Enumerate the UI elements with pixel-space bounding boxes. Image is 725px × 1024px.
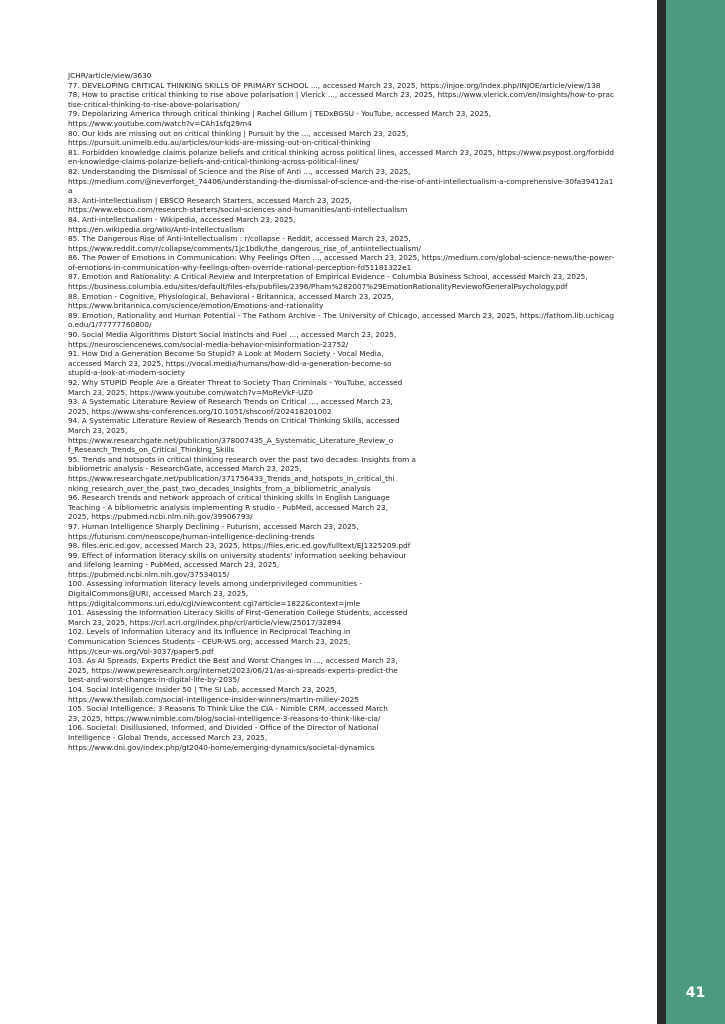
reference-item: 98. files.eric.ed.gov, accessed March 23, 2025, https://files.eric.ed.gov/fulltext/EJ1325209.pdf: [68, 541, 411, 551]
reference-item: 84. Anti-intellectualism - Wikipedia, accessed March 23, 2025, https://en.wikipedia.org/wiki/Anti-intellectualism: [68, 214, 296, 234]
reference-list: [68, 71, 614, 752]
reference-item: 93. A Systematic Literature Review of Research Trends on Critical ..., accessed March 23, 2025, https://www.shs-conferences.org/10.1051/shsconf/202418201002: [68, 397, 393, 416]
reference-item: 77. DEVELOPING CRITICAL THINKING SKILLS OF PRIMARY SCHOOL ..., accessed March 23, 2025, https://injoe.org/index.php/INJOE/article/view/138: [68, 80, 601, 90]
reference-item: 103. As AI Spreads, Experts Predict the Best and Worst Changes in ..., accessed March 23, 2025, https://www.pewresearch.org/internet/2023/06/21/as-ai-spreads-experts-predict-the best-and-worst-changes-in-digital-life-by-2035/: [68, 656, 398, 685]
reference-item: 90. Social Media Algorithms Distort Social Instincts and Fuel ..., accessed March 23, 2025, https://neurosciencenews.com/social-media-behavior-misinformation-23752/: [68, 330, 397, 349]
reference-item: 91. How Did a Generation Become So Stupid? A Look at Modern Society - Vocal Media, accessed March 23, 2025, https://vocal.media/humans/how-did-a-generation-become-so stupid-a-look-at-modern-society: [68, 349, 392, 378]
reference-item: 80. Our kids are missing out on critical thinking | Pursuit by the ..., accessed March 23, 2025, https://pursuit.unimelb.edu.au/articles/our-kids-are-missing-out-on-critical-thinking: [68, 128, 409, 148]
reference-item: 100. Assessing information literacy levels among underprivileged communities - DigitalCommons@URI, accessed March 23, 2025, https://digitalcommons.uri.edu/cgi/viewcontent.cgi?article=1822&context=jmle: [68, 579, 362, 608]
reference-item: JCHR/article/view/3630: [68, 71, 152, 80]
reference-item: 92. Why STUPID People Are a Greater Threat to Society Than Criminals - YouTube, accessed March 23, 2025, https://www.youtube.com/watch?v=MoReVkF-UZ0: [68, 378, 403, 397]
reference-item: 81. Forbidden knowledge claims polarize beliefs and critical thinking across political lines, accessed March 23, 2025, https://www.psypost.org/forbidden-knowledge-claims-polarize-beliefs-and-critical-thinking-across-political-lines/: [68, 147, 614, 167]
reference-item: 94. A Systematic Literature Review of Research Trends on Critical Thinking Skills, accessed March 23, 2025, https://www.researchgate.net/publication/378007435_A_Systematic_Literature_Review_o f_Research_Trends_on_Critical_Thinking_Skills: [68, 416, 400, 455]
reference-item: 88. Emotion - Cognitive, Physiological, Behavioral - Britannica, accessed March 23, 2025, https://www.britannica.com/science/emotion/Emotions-and-rationality: [68, 291, 394, 311]
side-band: [666, 0, 725, 1024]
reference-item: 101. Assessing the Information Literacy Skills of First-Generation College Students, accessed March 23, 2025, https://crl.acrl.org/index.php/crl/article/view/25017/32894: [68, 608, 408, 627]
reference-item: 85. The Dangerous Rise of Anti-Intellectualism : r/collapse - Reddit, accessed March 23, 2025, https://www.reddit.com/r/collapse/comments/1jc1bdk/the_dangerous_rise_of_antiintellectualism/: [68, 234, 422, 253]
reference-item: 96. Research trends and network approach of critical thinking skills in English Language Teaching - A bibliometric analysis implementing R studio - PubMed, accessed March 23, 2025, https://pubmed.ncbi.nlm.nih.gov/39906793/: [68, 493, 390, 522]
reference-item: 86. The Power of Emotions in Communication: Why Feelings Often ..., accessed March 23, 2025, https://medium.com/global-science-news/the-power-of-emotions-in-communication-why-feelings-often-override-rational-perception-fd51181322e1: [68, 253, 614, 272]
reference-item: 99. Effect of information literacy skills on university students' information seeking behaviour and lifelong learning - PubMed, accessed March 23, 2025, https://pubmed.ncbi.nlm.nih.gov/37534015/: [68, 550, 407, 579]
reference-item: 104. Social Intelligence Insider 50 | The SI Lab, accessed March 23, 2025, https://www.thesilab.com/social-intelligence-insider-winners/martin-miliev-2025: [68, 685, 359, 704]
side-band-dark-stripe: [657, 0, 666, 1024]
reference-item: 82. Understanding the Dismissal of Science and the Rise of Anti ..., accessed March 23, 2025, https://medium.com/@neverforget_74406/understanding-the-dismissal-of-science-and-the-rise-of-anti-intellectualism-a-comprehensive-30fa39412a1a: [68, 166, 614, 196]
reference-item: 95. Trends and hotspots in critical thinking research over the past two decades: Insights from a bibliometric analysis - ResearchGate, accessed March 23, 2025, https://www.researchgate.net/publication/371756433_Trends_and_hotspots_in_critical_thi nking_research_over_the_past_two_decades_Insights_from_a_bibliometric_analysis: [68, 454, 416, 493]
reference-item: 79. Depolarizing America through critical thinking | Rachel Gillum | TEDxBGSU - YouTube, accessed March 23, 2025, https://www.youtube.com/watch?v=CAh1sfq29m4: [68, 109, 491, 128]
reference-item: 87. Emotion and Rationality: A Critical Review and Interpretation of Empirical Evidence - Columbia Business School, accessed March 23, 2025, https://business.columbia.edu/sites/default/files-efs/pubfiles/2396/Pham%282007%29EmotionRationalityReviewofGeneralPsychology.pdf: [68, 272, 588, 292]
reference-item: 105. Social Intelligence: 3 Reasons To Think Like the CIA - Nimble CRM, accessed March 23, 2025, https://www.nimble.com/blog/social-intelligence-3-reasons-to-think-like-cia/: [68, 704, 388, 723]
reference-item: 83. Anti-intellectualism | EBSCO Research Starters, accessed March 23, 2025, https://www.ebsco.com/research-starters/social-sciences-and-humanities/anti-intellectualism: [68, 195, 408, 215]
reference-item: 106. Societal: Disillusioned, Informed, and Divided - Office of the Director of National Intelligence - Global Trends, accessed March 23, 2025, https://www.dni.gov/index.php/gt2040-home/emerging-dynamics/societal-dynamics: [68, 723, 379, 752]
reference-item: 97. Human Intelligence Sharply Declining - Futurism, accessed March 23, 2025, https://futurism.com/neoscope/human-intelligence-declining-trends: [68, 521, 359, 541]
reference-item: 102. Levels of Information Literacy and its Influence in Reciprocal Teaching in Communication Sciences Students - CEUR-WS.org, accessed March 23, 2025, https://ceur-ws.org/Vol-3037/paper5.pdf: [68, 627, 351, 656]
reference-item: 78. How to practise critical thinking to rise above polarisation | Vlerick ..., accessed March 23, 2025, https://www.vlerick.com/en/insights/how-to-practise-critical-thinking-to-rise-above-polarisation/: [68, 90, 614, 109]
reference-item: 89. Emotion, Rationality and Human Potential - The Fathom Archive - The University of Chicago, accessed March 23, 2025, https://fathom.lib.uchicago.edu/1/77777760800/: [68, 310, 614, 330]
page-number: 41: [685, 985, 706, 1001]
